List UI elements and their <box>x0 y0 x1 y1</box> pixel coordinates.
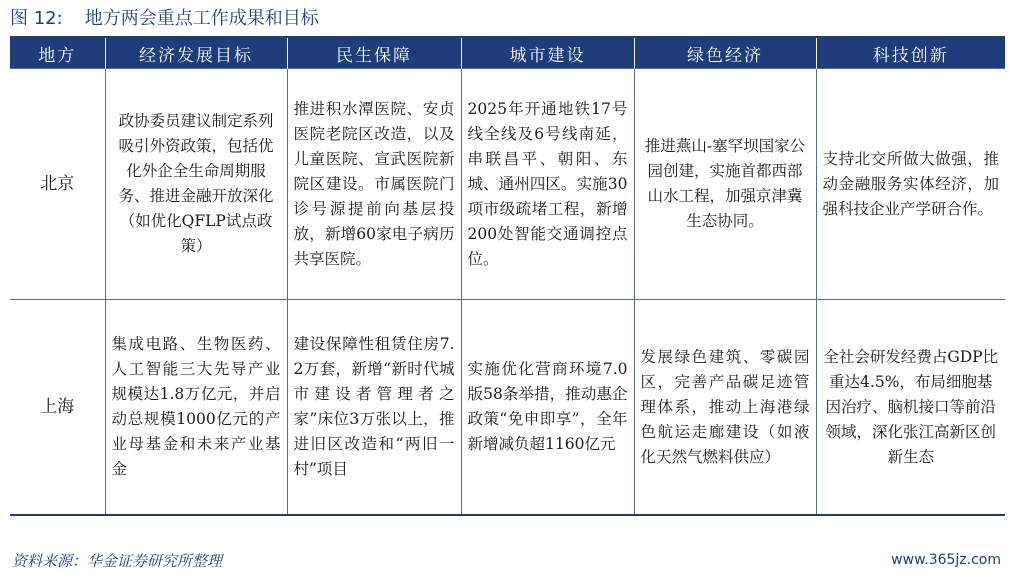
figure-number: 图 12: <box>10 8 63 29</box>
source-note: 资料来源：华金证券研究所整理 <box>12 552 223 570</box>
cell-urban: 实施优化营商环境7.0版58条举措，推动惠企政策“免申即享”，全年新增减负超1160亿元 <box>461 300 634 516</box>
cell-livelihood: 建设保障性租赁住房7.2万套，新增“新时代城市建设者管理者之家”床位3万张以上，推进旧区改造和“两旧一村”项目 <box>287 300 461 516</box>
watermark: www.365jz.com <box>891 552 1001 568</box>
table-header-row <box>10 38 1005 69</box>
cell-tech: 支持北交所做大做强，推动金融服务实体经济，加强科技企业产学研合作。 <box>816 69 1005 300</box>
cell-tech: 全社会研发经费占GDP比重达4.5%，布局细胞基因治疗、脑机接口等前沿领域，深化张江高新区创新生态 <box>816 300 1005 516</box>
header-green: 绿色经济 <box>634 38 816 69</box>
table-row-shanghai <box>10 300 1005 516</box>
header-region: 地方 <box>10 38 105 69</box>
cell-economy: 政协委员建议制定系列吸引外资政策，包括优化外企全生命周期服务、推进金融开放深化（如优化QFLP试点政策） <box>105 69 287 300</box>
header-tech: 科技创新 <box>816 38 1005 69</box>
header-urban: 城市建设 <box>461 38 634 69</box>
figure-title <box>10 4 319 34</box>
cell-green: 推进燕山-塞罕坝国家公园创建，实施首都西部山水工程，加强京津冀生态协同。 <box>634 69 816 300</box>
cell-green: 发展绿色建筑、零碳园区，完善产品碳足迹管理体系，推动上海港绿色航运走廊建设（如液化天然气燃料供应） <box>634 300 816 516</box>
cell-livelihood: 推进积水潭医院、安贞医院老院区改造，以及儿童医院、宣武医院新院区建设。市属医院门诊号源提前向基层投放，新增60家电子病历共享医院。 <box>287 69 461 300</box>
header-economy: 经济发展目标 <box>105 38 287 69</box>
goals-table <box>10 38 1005 516</box>
table-row-beijing <box>10 69 1005 300</box>
cell-economy: 集成电路、生物医药、人工智能三大先导产业规模达1.8万亿元，并启动总规模1000亿元的产业母基金和未来产业基金 <box>105 300 287 516</box>
cell-urban: 2025年开通地铁17号线全线及6号线南延，串联昌平、朝阳、东城、通州四区。实施30项市级疏堵工程，新增200处智能交通调控点位。 <box>461 69 634 300</box>
figure-caption: 地方两会重点工作成果和目标 <box>84 8 319 29</box>
cell-city: 上海 <box>10 300 105 516</box>
cell-city: 北京 <box>10 69 105 300</box>
header-livelihood: 民生保障 <box>287 38 461 69</box>
